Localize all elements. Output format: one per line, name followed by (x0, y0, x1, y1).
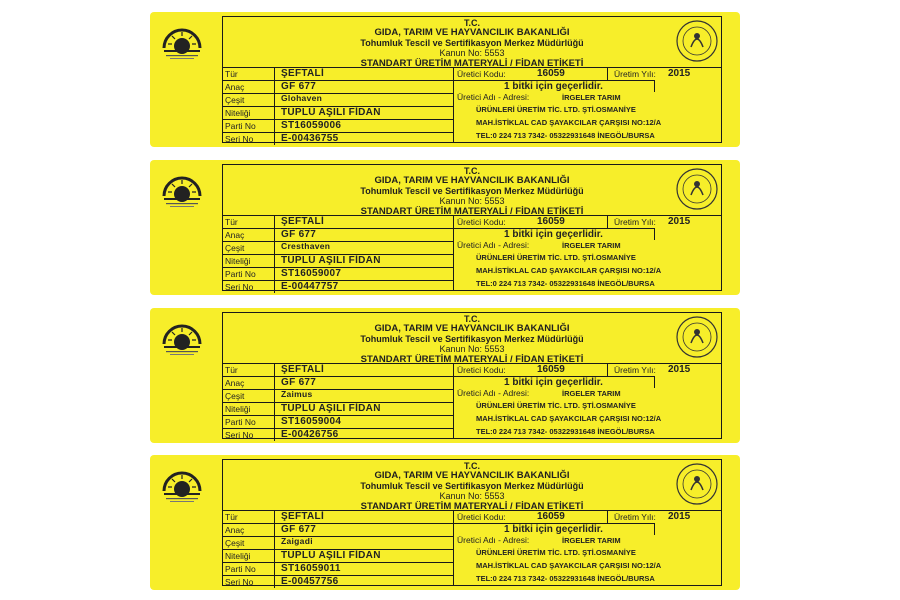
nitelik-label: Niteliği (223, 403, 275, 415)
anac-label: Anaç (223, 377, 275, 389)
producer-code-value: 16059 (537, 511, 565, 522)
producer-phone-line: TEL:0 224 713 7342- 05322931648 İNEGÖL/BURSA (476, 574, 655, 583)
producer-code-label: Üretici Kodu: (457, 512, 506, 522)
producer-name: İRGELER TARIM (562, 389, 621, 398)
label-frame (222, 459, 722, 586)
tur-value: ŞEFTALİ (281, 511, 325, 522)
label-frame (222, 164, 722, 291)
nitelik-value: TÜPLÜ AŞILI FİDAN (281, 255, 381, 266)
producer-name-label: Üretici Adı - Adresi: (457, 240, 530, 250)
producer-section (453, 510, 721, 585)
cesit-label: Çeşit (223, 94, 275, 106)
ministry-sun-logo-icon (158, 22, 206, 62)
nitelik-label: Niteliği (223, 107, 275, 119)
producer-name-label: Üretici Adı - Adresi: (457, 535, 530, 545)
producer-code-value: 16059 (537, 216, 565, 227)
tur-value: ŞEFTALİ (281, 68, 325, 79)
tc-heading: T.C. (463, 461, 480, 471)
tur-value: ŞEFTALİ (281, 364, 325, 375)
label-header (223, 313, 721, 365)
label-fields (223, 67, 453, 145)
producer-name: İRGELER TARIM (562, 93, 621, 102)
nitelik-label: Niteliği (223, 550, 275, 562)
anac-label: Anaç (223, 524, 275, 536)
label-frame (222, 312, 722, 439)
anac-label: Anaç (223, 229, 275, 241)
seri-value: E-00436755 (281, 133, 339, 144)
seedling-label (150, 455, 740, 590)
tc-heading: T.C. (463, 314, 480, 324)
tur-label: Tür (223, 216, 275, 228)
production-year-value: 2015 (668, 68, 691, 79)
validity-note: 1 bitki için geçerlidir. (454, 80, 655, 92)
standard-heading: STANDART ÜRETİM MATERYALİ / FİDAN ETİKETİ (360, 58, 584, 69)
seri-value: E-00457756 (281, 576, 339, 587)
nitelik-value: TÜPLÜ AŞILI FİDAN (281, 403, 381, 414)
ministry-sun-logo-icon (158, 465, 206, 505)
nitelik-value: TÜPLÜ AŞILI FİDAN (281, 107, 381, 118)
ministry-sun-logo-icon (158, 170, 206, 210)
producer-section (453, 67, 721, 142)
producer-address-line: ÜRÜNLERİ ÜRETİM TİC. LTD. ŞTİ.OSMANİYE (476, 548, 636, 557)
label-header (223, 460, 721, 512)
standard-heading: STANDART ÜRETİM MATERYALİ / FİDAN ETİKETİ (360, 206, 584, 217)
institute-heading: Tohumluk Tescil ve Sertifikasyon Merkez Müdürlüğü (360, 38, 584, 48)
ministry-sun-logo-icon (158, 318, 206, 358)
production-year-label: Üretim Yılı: (607, 511, 668, 523)
cesit-value: Cresthaven (281, 241, 331, 251)
certification-seal-icon (675, 462, 719, 506)
tur-label: Tür (223, 511, 275, 523)
label-frame (222, 16, 722, 143)
production-year-label: Üretim Yılı: (607, 68, 668, 80)
seedling-label (150, 12, 740, 147)
ministry-heading: GIDA, TARIM VE HAYVANCILIK BAKANLIĞI (374, 175, 570, 186)
label-fields (223, 215, 453, 293)
producer-phone-line: TEL:0 224 713 7342- 05322931648 İNEGÖL/BURSA (476, 131, 655, 140)
producer-address-line: ÜRÜNLERİ ÜRETİM TİC. LTD. ŞTİ.OSMANİYE (476, 105, 636, 114)
standard-heading: STANDART ÜRETİM MATERYALİ / FİDAN ETİKETİ (360, 501, 584, 512)
anac-label: Anaç (223, 81, 275, 93)
cesit-label: Çeşit (223, 537, 275, 549)
validity-note: 1 bitki için geçerlidir. (454, 523, 655, 535)
seri-value: E-00447757 (281, 281, 339, 292)
parti-label: Parti No (223, 268, 275, 280)
cesit-value: Glohaven (281, 93, 323, 103)
certification-seal-icon (675, 167, 719, 211)
law-heading: Kanun No: 5553 (439, 48, 505, 58)
production-year-value: 2015 (668, 364, 691, 375)
tc-heading: T.C. (463, 18, 480, 28)
producer-address-line: MAH.İSTİKLAL CAD ŞAYAKCILAR ÇARŞISI NO:12/A (476, 266, 662, 275)
producer-code-value: 16059 (537, 364, 565, 375)
label-header (223, 165, 721, 217)
institute-heading: Tohumluk Tescil ve Sertifikasyon Merkez Müdürlüğü (360, 186, 584, 196)
cesit-label: Çeşit (223, 242, 275, 254)
ministry-heading: GIDA, TARIM VE HAYVANCILIK BAKANLIĞI (374, 470, 570, 481)
producer-address-line: ÜRÜNLERİ ÜRETİM TİC. LTD. ŞTİ.OSMANİYE (476, 401, 636, 410)
law-heading: Kanun No: 5553 (439, 491, 505, 501)
anac-value: GF 677 (281, 524, 317, 535)
parti-value: ST16059007 (281, 268, 342, 279)
producer-phone-line: TEL:0 224 713 7342- 05322931648 İNEGÖL/BURSA (476, 427, 655, 436)
cesit-label: Çeşit (223, 390, 275, 402)
nitelik-value: TÜPLÜ AŞILI FİDAN (281, 550, 381, 561)
certification-seal-icon (675, 315, 719, 359)
producer-name-label: Üretici Adı - Adresi: (457, 92, 530, 102)
cesit-value: Zaimus (281, 389, 313, 399)
ministry-heading: GIDA, TARIM VE HAYVANCILIK BAKANLIĞI (374, 323, 570, 334)
seedling-label (150, 308, 740, 443)
law-heading: Kanun No: 5553 (439, 196, 505, 206)
tc-heading: T.C. (463, 166, 480, 176)
producer-code-label: Üretici Kodu: (457, 217, 506, 227)
tur-label: Tür (223, 68, 275, 80)
label-fields (223, 510, 453, 588)
anac-value: GF 677 (281, 81, 317, 92)
institute-heading: Tohumluk Tescil ve Sertifikasyon Merkez Müdürlüğü (360, 481, 584, 491)
production-year-value: 2015 (668, 216, 691, 227)
ministry-heading: GIDA, TARIM VE HAYVANCILIK BAKANLIĞI (374, 27, 570, 38)
producer-section (453, 215, 721, 290)
seri-value: E-00426756 (281, 429, 339, 440)
seri-label: Seri No (223, 281, 275, 293)
producer-name-label: Üretici Adı - Adresi: (457, 388, 530, 398)
seri-label: Seri No (223, 429, 275, 441)
producer-name: İRGELER TARIM (562, 241, 621, 250)
producer-address-line: ÜRÜNLERİ ÜRETİM TİC. LTD. ŞTİ.OSMANİYE (476, 253, 636, 262)
certification-seal-icon (675, 19, 719, 63)
label-header (223, 17, 721, 69)
law-heading: Kanun No: 5553 (439, 344, 505, 354)
validity-note: 1 bitki için geçerlidir. (454, 228, 655, 240)
validity-note: 1 bitki için geçerlidir. (454, 376, 655, 388)
producer-address-line: MAH.İSTİKLAL CAD ŞAYAKCILAR ÇARŞISI NO:12/A (476, 561, 662, 570)
parti-label: Parti No (223, 120, 275, 132)
parti-value: ST16059006 (281, 120, 342, 131)
parti-value: ST16059011 (281, 563, 341, 574)
parti-label: Parti No (223, 416, 275, 428)
production-year-label: Üretim Yılı: (607, 216, 668, 228)
seri-label: Seri No (223, 133, 275, 145)
label-fields (223, 363, 453, 441)
production-year-value: 2015 (668, 511, 691, 522)
anac-value: GF 677 (281, 377, 317, 388)
producer-code-label: Üretici Kodu: (457, 69, 506, 79)
tur-label: Tür (223, 364, 275, 376)
seri-label: Seri No (223, 576, 275, 588)
producer-address-line: MAH.İSTİKLAL CAD ŞAYAKCILAR ÇARŞISI NO:12/A (476, 118, 662, 127)
cesit-value: Zaigadi (281, 536, 313, 546)
nitelik-label: Niteliği (223, 255, 275, 267)
anac-value: GF 677 (281, 229, 317, 240)
parti-label: Parti No (223, 563, 275, 575)
standard-heading: STANDART ÜRETİM MATERYALİ / FİDAN ETİKETİ (360, 354, 584, 365)
producer-phone-line: TEL:0 224 713 7342- 05322931648 İNEGÖL/BURSA (476, 279, 655, 288)
parti-value: ST16059004 (281, 416, 342, 427)
tur-value: ŞEFTALİ (281, 216, 325, 227)
producer-section (453, 363, 721, 438)
producer-address-line: MAH.İSTİKLAL CAD ŞAYAKCILAR ÇARŞISI NO:12/A (476, 414, 662, 423)
producer-code-value: 16059 (537, 68, 565, 79)
seedling-label (150, 160, 740, 295)
producer-code-label: Üretici Kodu: (457, 365, 506, 375)
production-year-label: Üretim Yılı: (607, 364, 668, 376)
producer-name: İRGELER TARIM (562, 536, 621, 545)
institute-heading: Tohumluk Tescil ve Sertifikasyon Merkez Müdürlüğü (360, 334, 584, 344)
